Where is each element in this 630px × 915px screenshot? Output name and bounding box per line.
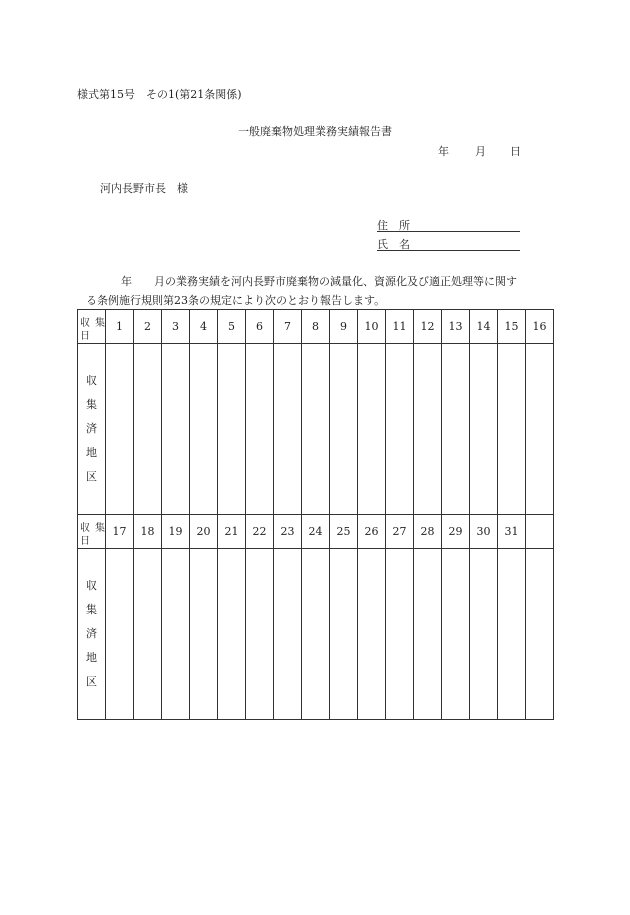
district-entry-cell[interactable] bbox=[162, 549, 190, 720]
day-cell: 14 bbox=[470, 310, 498, 344]
name-field[interactable] bbox=[377, 236, 520, 251]
collection-day-header: 収 集 日 bbox=[78, 515, 106, 549]
body-year: 年 bbox=[121, 275, 132, 288]
date-month: 月 bbox=[475, 145, 486, 158]
district-row-2 bbox=[78, 549, 554, 720]
district-row-1 bbox=[78, 344, 554, 515]
day-cell: 21 bbox=[218, 515, 246, 549]
day-cell: 7 bbox=[274, 310, 302, 344]
district-entry-cell[interactable] bbox=[162, 344, 190, 515]
district-entry-cell[interactable] bbox=[106, 549, 134, 720]
district-entry-cell[interactable] bbox=[414, 549, 442, 720]
day-cell: 8 bbox=[302, 310, 330, 344]
day-cell: 20 bbox=[190, 515, 218, 549]
day-cell: 23 bbox=[274, 515, 302, 549]
address-label: 住 所 bbox=[377, 219, 410, 232]
day-cell: 11 bbox=[386, 310, 414, 344]
day-number-row-2 bbox=[78, 515, 554, 549]
date-line bbox=[0, 143, 630, 157]
district-entry-cell[interactable] bbox=[246, 344, 274, 515]
day-cell: 10 bbox=[358, 310, 386, 344]
collected-district-label: 収 集 済 地 区 bbox=[78, 549, 106, 720]
district-entry-cell[interactable] bbox=[526, 549, 554, 720]
day-cell: 18 bbox=[134, 515, 162, 549]
district-entry-cell[interactable] bbox=[386, 549, 414, 720]
district-entry-cell[interactable] bbox=[498, 549, 526, 720]
date-day: 日 bbox=[510, 145, 521, 158]
district-entry-cell[interactable] bbox=[302, 344, 330, 515]
district-entry-cell[interactable] bbox=[274, 549, 302, 720]
day-cell bbox=[526, 515, 554, 549]
district-entry-cell[interactable] bbox=[190, 549, 218, 720]
district-entry-cell[interactable] bbox=[386, 344, 414, 515]
day-cell: 25 bbox=[330, 515, 358, 549]
day-cell: 27 bbox=[386, 515, 414, 549]
district-entry-cell[interactable] bbox=[134, 549, 162, 720]
district-entry-cell[interactable] bbox=[274, 344, 302, 515]
collection-table bbox=[77, 309, 554, 720]
district-entry-cell[interactable] bbox=[526, 344, 554, 515]
addressee: 河内長野市長 様 bbox=[100, 182, 188, 195]
address-field[interactable] bbox=[377, 217, 520, 232]
district-entry-cell[interactable] bbox=[470, 344, 498, 515]
district-entry-cell[interactable] bbox=[442, 549, 470, 720]
day-cell: 16 bbox=[526, 310, 554, 344]
day-cell: 31 bbox=[498, 515, 526, 549]
collection-day-header: 収 集 日 bbox=[78, 310, 106, 344]
day-cell: 3 bbox=[162, 310, 190, 344]
day-cell: 26 bbox=[358, 515, 386, 549]
district-entry-cell[interactable] bbox=[358, 549, 386, 720]
district-entry-cell[interactable] bbox=[358, 344, 386, 515]
day-cell: 28 bbox=[414, 515, 442, 549]
day-cell: 19 bbox=[162, 515, 190, 549]
day-cell: 9 bbox=[330, 310, 358, 344]
day-cell: 29 bbox=[442, 515, 470, 549]
body-month-text: 月の業務実績を河内長野市廃棄物の減量化、資源化及び適正処理等に関す bbox=[154, 275, 517, 288]
district-entry-cell[interactable] bbox=[498, 344, 526, 515]
district-entry-cell[interactable] bbox=[134, 344, 162, 515]
day-cell: 1 bbox=[106, 310, 134, 344]
day-cell: 22 bbox=[246, 515, 274, 549]
district-entry-cell[interactable] bbox=[442, 344, 470, 515]
day-cell: 13 bbox=[442, 310, 470, 344]
day-cell: 2 bbox=[134, 310, 162, 344]
district-entry-cell[interactable] bbox=[218, 549, 246, 720]
date-year: 年 bbox=[438, 145, 449, 158]
district-entry-cell[interactable] bbox=[246, 549, 274, 720]
district-entry-cell[interactable] bbox=[218, 344, 246, 515]
district-entry-cell[interactable] bbox=[470, 549, 498, 720]
day-cell: 4 bbox=[190, 310, 218, 344]
day-cell: 17 bbox=[106, 515, 134, 549]
body-text-line2: る条例施行規則第23条の規定により次のとおり報告します。 bbox=[86, 294, 386, 307]
day-cell: 12 bbox=[414, 310, 442, 344]
document-title: 一般廃棄物処理業務実績報告書 bbox=[238, 125, 392, 138]
day-cell: 5 bbox=[218, 310, 246, 344]
district-entry-cell[interactable] bbox=[302, 549, 330, 720]
collected-district-label: 収 集 済 地 区 bbox=[78, 344, 106, 515]
day-cell: 6 bbox=[246, 310, 274, 344]
district-entry-cell[interactable] bbox=[330, 344, 358, 515]
district-entry-cell[interactable] bbox=[106, 344, 134, 515]
form-number: 様式第15号 その1(第21条関係) bbox=[77, 88, 242, 101]
name-label: 氏 名 bbox=[377, 238, 410, 251]
day-cell: 15 bbox=[498, 310, 526, 344]
body-text-line1 bbox=[121, 273, 517, 289]
district-entry-cell[interactable] bbox=[190, 344, 218, 515]
day-cell: 24 bbox=[302, 515, 330, 549]
day-number-row-1 bbox=[78, 310, 554, 344]
district-entry-cell[interactable] bbox=[330, 549, 358, 720]
day-cell: 30 bbox=[470, 515, 498, 549]
district-entry-cell[interactable] bbox=[414, 344, 442, 515]
